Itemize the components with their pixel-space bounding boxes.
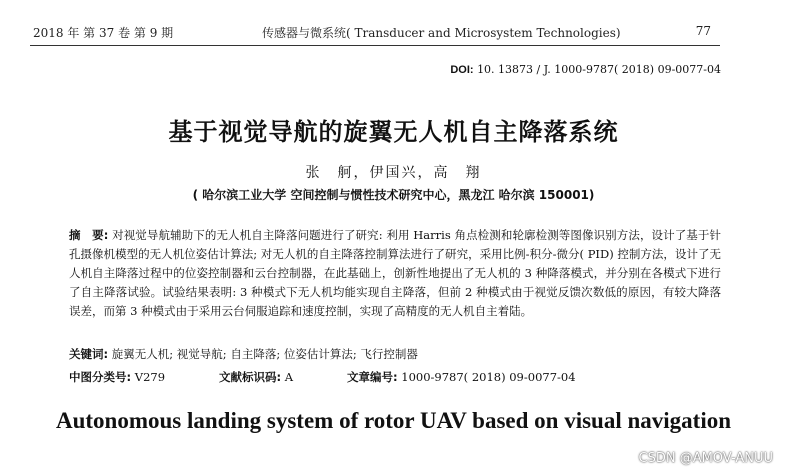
article-no-value: 1000-9787( 2018) 09-0077-04 (401, 370, 576, 384)
doi-value: 10. 13873 / J. 1000-9787( 2018) 09-0077-04 (477, 63, 721, 76)
doc-code-label: 文献标识码: (219, 370, 282, 384)
journal-name: 传感器与微系统( Transducer and Microsystem Technologies) (262, 26, 621, 40)
page-number: 77 (695, 24, 711, 38)
authors: 张 舸，伊国兴，高 翔 (305, 165, 482, 181)
keywords-text: 旋翼无人机; 视觉导航; 自主降落; 位姿估计算法; 飞行控制器 (111, 347, 418, 361)
document-code (219, 369, 293, 385)
keywords (69, 346, 418, 362)
doi-label: DOI: (450, 64, 474, 76)
clc-number (69, 369, 165, 385)
article-no-label: 文章编号: (347, 370, 398, 384)
header-rule (30, 45, 720, 46)
abstract-text: 对视觉导航辅助下的无人机自主降落问题进行了研究: 利用 Harris 角点检测和轮廓检测等图像识别方法，设计了基于针孔摄像机模型的无人机位姿估计算法; 对无人机的自主降落控制算法进行了研究，采用比例-积分-微分( PID) 控制方法，设计了无人机自主降落过程中的位姿控制器和云台控制器，在此基础上，创新性地提出了无人机的 3 种降落模式，并分别在各模式下进行了自主降落试验。试验结果表明: 3 种模式下无人机均能实现自主降落，但前 2 种模式由于视觉反馈次数低的原因，有较大降落误差，而第 3 种模式由于采用云台伺服追踪和速度控制，实现了高精度的无人机自主着陆。 (69, 228, 721, 318)
abstract-label: 摘 要: (69, 228, 109, 242)
abstract (69, 226, 721, 321)
journal-issue: 2018 年 第 37 卷 第 9 期 (33, 26, 174, 40)
paper-title: 基于视觉导航的旋翼无人机自主降落系统 (168, 118, 619, 146)
watermark: CSDN @AMOV-ANUU (638, 451, 773, 466)
clc-label: 中图分类号: (69, 370, 132, 384)
keywords-label: 关键词: (69, 347, 109, 361)
doi-line (450, 63, 721, 76)
article-number (347, 369, 576, 385)
clc-value: V279 (134, 370, 166, 384)
doc-code-value: A (284, 370, 294, 384)
english-title: Autonomous landing system of rotor UAV based on visual navigation (55, 408, 732, 433)
affiliation: ( 哈尔滨工业大学 空间控制与惯性技术研究中心，黑龙江 哈尔滨 150001) (192, 188, 595, 202)
